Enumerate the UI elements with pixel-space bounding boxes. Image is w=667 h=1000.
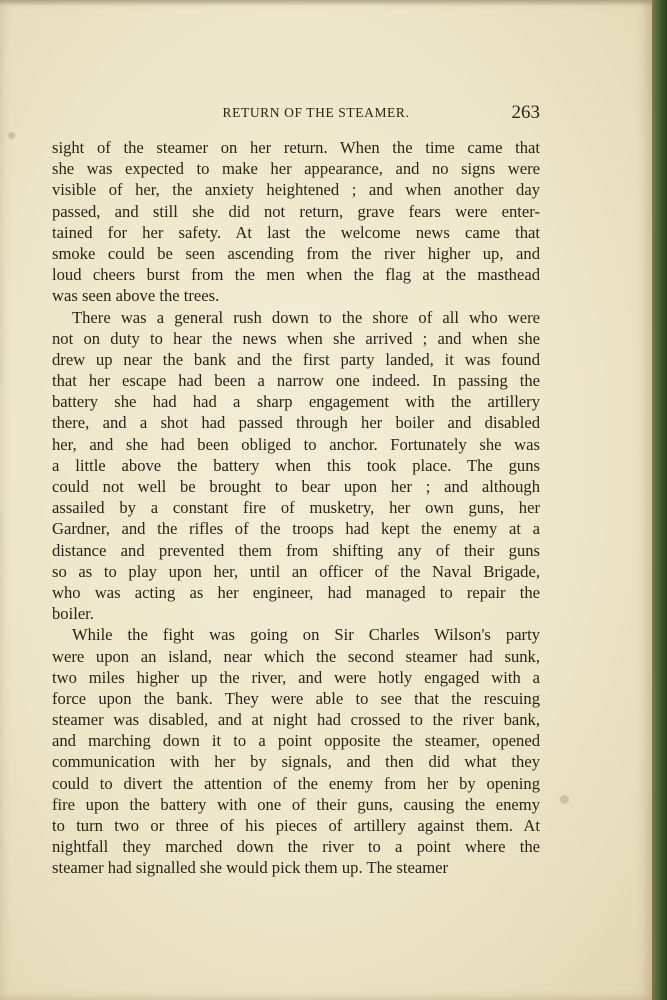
text-line: force upon the bank. They were able to see that the rescuing — [52, 688, 540, 708]
text-line: Gardner, and the rifles of the troops had kept the enemy at a — [52, 519, 540, 539]
text-line: to turn two or three of his pieces of artillery against them. At — [52, 816, 540, 835]
page-number: 263 — [511, 102, 540, 123]
text-line: drew up near the bank and the first party landed, it was found — [52, 349, 540, 369]
text-line: distance and prevented them from shifting any of their guns — [52, 540, 540, 560]
text-line: nightfall they marched down the river to a point where the — [52, 837, 540, 857]
text-line: assailed by a constant fire of musketry, her own guns, her — [52, 498, 540, 518]
text-line: sight of the steamer on her return. When the time came that — [52, 138, 540, 157]
text-line: loud cheers burst from the men when the flag at the masthead — [52, 265, 540, 285]
text-line: There was a general rush down to the shore of all who were — [72, 307, 540, 327]
paragraph — [52, 137, 540, 307]
text-line: she was expected to make her appearance, and no signs were — [52, 159, 540, 179]
text-line: two miles higher up the river, and were hotly engaged with a — [52, 667, 540, 687]
text-line: and marching down it to a point opposite the steamer, opened — [52, 731, 540, 751]
text-line: steamer had signalled she would pick them up. The steamer — [52, 858, 448, 878]
text-line: could to divert the attention of the enemy from her by opening — [52, 773, 540, 793]
text-line: that her escape had been a narrow one indeed. In passing the — [52, 371, 540, 391]
text-line: boiler. — [52, 604, 94, 624]
text-line: passed, and still she did not return, grave fears were enter- — [52, 201, 540, 221]
text-line: not on duty to hear the news when she arrived ; and when she — [52, 328, 540, 348]
paper-stain — [560, 795, 569, 804]
text-line: so as to play upon her, until an officer of the Naval Brigade, — [52, 561, 540, 581]
text-line: her, and she had been obliged to anchor. Fortunately she was — [52, 434, 540, 454]
text-line: visible of her, the anxiety heightened ; and when another day — [52, 180, 540, 200]
text-line: there, and a shot had passed through her boiler and disabled — [52, 413, 540, 433]
running-head: RETURN OF THE STEAMER. — [222, 105, 410, 120]
paper-stain — [8, 132, 15, 139]
text-line: fire upon the battery with one of their guns, causing the enemy — [52, 794, 540, 814]
text-line: who was acting as her engineer, had managed to repair the — [52, 582, 540, 602]
page-header — [52, 102, 540, 126]
text-line: battery she had had a sharp engagement with the artillery — [52, 392, 540, 412]
body-text — [52, 137, 540, 879]
text-line: tained for her safety. At last the welcome news came that — [52, 222, 540, 242]
page-top-edge-shadow — [0, 0, 652, 6]
paragraph — [52, 624, 540, 878]
text-line: While the fight was going on Sir Charles Wilson's party — [72, 625, 540, 645]
text-line: were upon an island, near which the second steamer had sunk, — [52, 646, 540, 666]
book-spine-edge — [652, 0, 667, 1000]
text-line: smoke could be seen ascending from the river higher up, and — [52, 243, 540, 263]
text-line: a little above the battery when this took place. The guns — [52, 455, 540, 475]
text-line: could not well be brought to bear upon her ; and although — [52, 477, 540, 496]
text-line: steamer was disabled, and at night had crossed to the river bank, — [52, 710, 540, 730]
paragraph — [52, 307, 540, 625]
text-line: was seen above the trees. — [52, 286, 220, 306]
text-line: communication with her by signals, and then did what they — [52, 752, 540, 772]
